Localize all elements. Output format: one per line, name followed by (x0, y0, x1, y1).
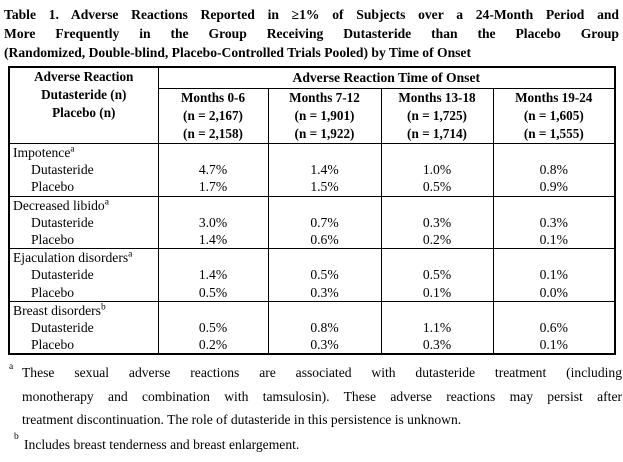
value-cell (268, 196, 381, 249)
footnote-a-line2: monotherapy and combination with tamsulosin). These adverse reactions may persist after (22, 388, 622, 404)
dutasteride-value: 1.1% (422, 319, 452, 335)
footnote-b-line1: Includes breast tenderness and breast enlargement. (24, 436, 300, 452)
dutasteride-value: 0.5% (310, 267, 339, 283)
placebo-row-label: Placebo (31, 337, 75, 353)
reaction-name (10, 144, 158, 161)
dutasteride-value: 1.0% (422, 162, 452, 178)
adverse-reactions-table (8, 66, 616, 355)
reaction-name (10, 302, 158, 319)
placebo-value: 0.5% (198, 284, 228, 300)
footnote-a (4, 361, 623, 432)
dutasteride-value: 0.6% (539, 319, 568, 335)
value-cell (158, 196, 268, 249)
month-header-19-24 (493, 89, 615, 144)
value-cell (268, 301, 381, 354)
n-dutasteride: (n = 1,725) (407, 108, 467, 123)
month-label: Months 19-24 (515, 90, 593, 105)
month-label: Months 7-12 (289, 90, 360, 105)
placebo-value: 0.1% (422, 284, 452, 300)
dutasteride-value: 4.7% (198, 162, 228, 178)
corner-header-line3: Placebo (n) (52, 105, 116, 120)
title-line-1: Table 1. Adverse Reactions Reported in ≥1% of Subjects over a 24-Month Period and (4, 7, 619, 22)
title-line-2: More Frequently in the Group Receiving Dutasteride than the Placebo Group (4, 26, 619, 41)
reaction-label: Decreased libido (13, 197, 105, 213)
footnote-marker: a (128, 249, 133, 260)
corner-header-line1: Adverse Reaction (34, 69, 134, 84)
dutasteride-row-label: Dutasteride (31, 214, 94, 230)
n-placebo: (n = 1,555) (523, 126, 584, 141)
reaction-cell (9, 249, 158, 302)
reaction-cell (9, 144, 158, 197)
placebo-row-label: Placebo (31, 231, 75, 247)
n-dutasteride: (n = 1,605) (523, 108, 584, 123)
month-header-7-12 (268, 89, 381, 144)
reaction-cell (9, 196, 158, 249)
dutasteride-value: 0.7% (310, 214, 339, 230)
dutasteride-value: 0.1% (539, 267, 568, 283)
placebo-value: 0.9% (539, 179, 568, 195)
footnote-a-line3: treatment discontinuation. The role of dutasteride in this persistence is unknown. (22, 412, 462, 428)
table-row-impotence (9, 144, 615, 197)
footnote-a-marker: a (9, 362, 14, 373)
reaction-cell (9, 301, 158, 354)
value-cell (158, 301, 268, 354)
reaction-label: Impotence (13, 145, 71, 160)
value-cell (381, 249, 493, 302)
footnote-marker: a (104, 197, 109, 208)
placebo-value: 1.4% (198, 231, 228, 247)
month-label: Months 13-18 (398, 90, 476, 105)
placebo-value: 1.7% (198, 179, 228, 195)
value-cell (381, 301, 493, 354)
value-cell (268, 144, 381, 197)
month-header-13-18 (381, 89, 493, 144)
n-placebo: (n = 2,158) (183, 126, 243, 141)
footnote-marker: a (70, 144, 75, 155)
dutasteride-row-label: Dutasteride (31, 319, 94, 335)
dutasteride-value: 3.0% (198, 214, 228, 230)
dutasteride-value: 1.4% (198, 267, 228, 283)
dutasteride-value: 0.5% (422, 267, 452, 283)
placebo-value: 0.3% (310, 284, 339, 300)
n-placebo: (n = 1,714) (407, 126, 467, 141)
value-cell (493, 144, 615, 197)
footnotes-section (4, 361, 622, 456)
placebo-row-label: Placebo (31, 284, 75, 300)
corner-header-cell (9, 67, 158, 144)
placebo-row-label: Placebo (31, 179, 75, 195)
dutasteride-value: 0.3% (539, 214, 568, 230)
time-of-onset-header: Adverse Reaction Time of Onset (158, 67, 615, 89)
value-cell (493, 249, 615, 302)
value-cell (493, 301, 615, 354)
dutasteride-value: 0.8% (539, 162, 568, 178)
placebo-value: 0.1% (539, 231, 568, 247)
value-cell (493, 196, 615, 249)
footnote-b-marker: b (14, 431, 19, 442)
placebo-value: 0.3% (310, 337, 339, 353)
title-line-3: (Randomized, Double-blind, Placebo-Controlled Trials Pooled) by Time of Onset (4, 45, 471, 60)
header-row-span (9, 67, 615, 89)
placebo-value: 0.5% (422, 179, 452, 195)
n-placebo: (n = 1,922) (294, 126, 355, 141)
footnote-b (4, 433, 623, 457)
month-header-0-6 (158, 89, 268, 144)
value-cell (381, 144, 493, 197)
month-label: Months 0-6 (180, 90, 246, 105)
value-cell (158, 249, 268, 302)
table-title (4, 5, 619, 62)
footnote-a-line1: These sexual adverse reactions are associated with dutasteride treatment (including (22, 365, 622, 381)
n-dutasteride: (n = 2,167) (183, 108, 243, 123)
dutasteride-value: 1.4% (310, 162, 339, 178)
reaction-name (10, 249, 158, 266)
table-row-decreased-libido (9, 196, 615, 249)
table-row-ejaculation-disorders (9, 249, 615, 302)
value-cell (158, 144, 268, 197)
dutasteride-value: 0.3% (422, 214, 452, 230)
placebo-value: 0.2% (198, 337, 228, 353)
placebo-value: 0.3% (422, 337, 452, 353)
placebo-value: 0.2% (422, 231, 452, 247)
value-cell (268, 249, 381, 302)
placebo-value: 0.1% (539, 337, 568, 353)
placebo-value: 0.0% (539, 284, 568, 300)
table-row-breast-disorders (9, 301, 615, 354)
value-cell (381, 196, 493, 249)
footnote-marker: b (100, 302, 106, 313)
reaction-label: Ejaculation disorders (13, 250, 129, 266)
reaction-name (10, 197, 158, 214)
dutasteride-row-label: Dutasteride (31, 267, 94, 283)
dutasteride-row-label: Dutasteride (31, 162, 94, 178)
n-dutasteride: (n = 1,901) (294, 108, 355, 123)
dutasteride-value: 0.8% (310, 319, 339, 335)
placebo-value: 0.6% (310, 231, 339, 247)
placebo-value: 1.5% (310, 179, 339, 195)
corner-header-line2: Dutasteride (n) (41, 87, 127, 102)
reaction-label: Breast disorders (13, 302, 101, 318)
dutasteride-value: 0.5% (198, 319, 228, 335)
